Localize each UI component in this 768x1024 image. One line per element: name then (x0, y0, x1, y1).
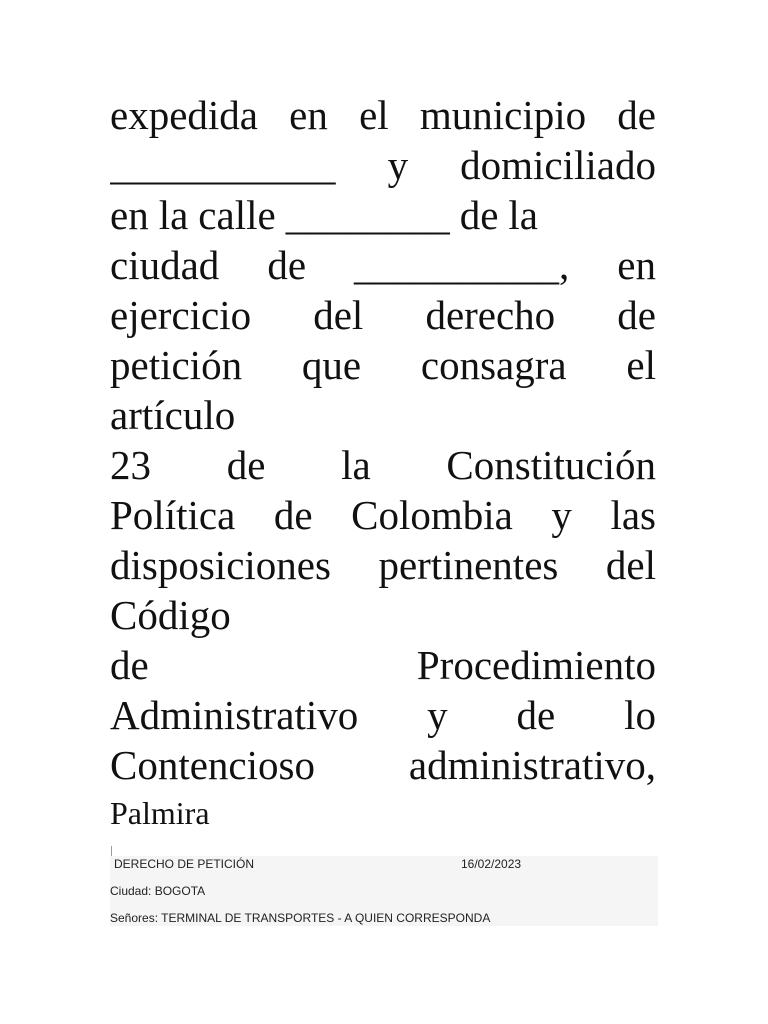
word: que (301, 342, 362, 388)
city-word: Palmira (110, 795, 210, 831)
body-line (110, 490, 656, 540)
word: expedida (110, 92, 258, 138)
body-line (110, 190, 656, 240)
word: Procedimiento (416, 642, 656, 688)
body-line (110, 240, 656, 290)
word: Código (110, 592, 231, 638)
letter-title: DERECHO DE PETICIÓN (114, 857, 255, 871)
word: derecho (425, 292, 556, 338)
word: Contencioso (110, 742, 315, 788)
body-line (110, 390, 656, 440)
word: el (626, 342, 656, 388)
word: del (605, 542, 656, 588)
letter-city: Ciudad: BOGOTA (110, 884, 206, 898)
body-line (110, 590, 656, 640)
blank-field: ________ (285, 192, 450, 238)
body-line (110, 290, 656, 340)
word: de (226, 442, 266, 488)
letter-header-box (110, 856, 658, 926)
word: Política (110, 492, 236, 538)
body-line (110, 540, 656, 590)
word: ciudad (110, 242, 220, 288)
body-line-city (110, 793, 656, 833)
word: la (341, 442, 371, 488)
word: en (110, 192, 149, 238)
letter-recipient: Señores: TERMINAL DE TRANSPORTES - A QUIEN CORRESPONDA (110, 911, 491, 925)
word: la (158, 192, 189, 238)
word: administrativo, (408, 742, 656, 788)
word: artículo (110, 392, 236, 438)
word: 23 (110, 442, 151, 488)
word: domiciliado (460, 142, 656, 188)
word: de (617, 292, 656, 338)
word: de (110, 642, 149, 688)
body-line (110, 140, 656, 190)
word: las (610, 492, 656, 538)
body-line (110, 690, 656, 740)
blank-field: __________, (354, 242, 570, 288)
body-line (110, 340, 656, 390)
letter-date: 16/02/2023 (461, 857, 522, 871)
word: y (551, 492, 572, 538)
word: municipio (419, 92, 587, 138)
word: de (516, 692, 556, 738)
blank-field: ___________ (110, 142, 336, 188)
word: consagra (420, 342, 567, 388)
body-line (110, 90, 656, 140)
word: de (267, 242, 307, 288)
word: y (387, 142, 409, 188)
body-line (110, 640, 656, 690)
word: del (313, 292, 364, 338)
word: Constitución (446, 442, 656, 488)
word: la (508, 192, 538, 238)
word: y (427, 692, 448, 738)
word: Administrativo (110, 692, 359, 738)
word: de (459, 192, 499, 238)
word: lo (624, 692, 656, 738)
word: de (617, 92, 656, 138)
word: en (289, 92, 328, 138)
word: disposiciones (110, 542, 331, 588)
body-line (110, 440, 656, 490)
word: petición (110, 342, 243, 388)
word: de (273, 492, 313, 538)
word: el (359, 92, 389, 138)
word: Colombia (351, 492, 513, 538)
word: pertinentes (378, 542, 559, 588)
body-line (110, 740, 656, 790)
word: calle (198, 192, 276, 238)
word: ejercicio (110, 292, 252, 338)
word: en (617, 242, 656, 288)
